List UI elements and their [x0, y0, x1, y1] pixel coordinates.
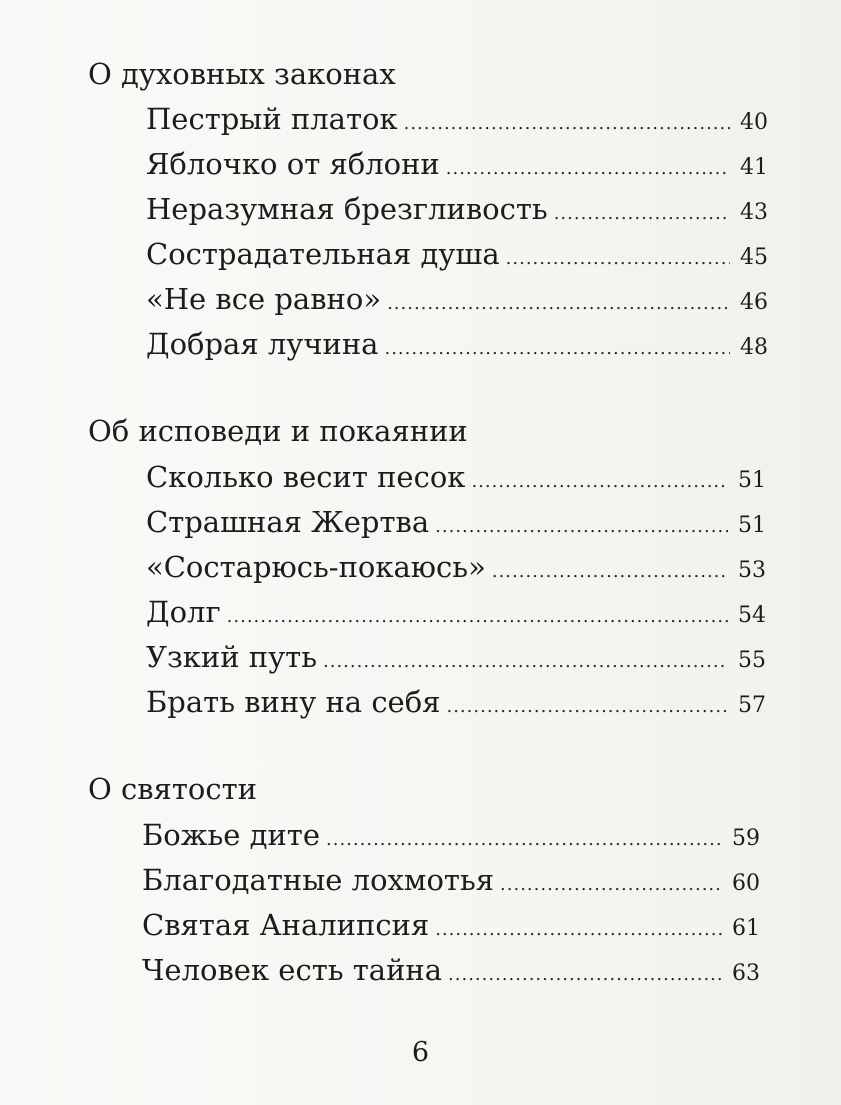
entry-page-number: 63 — [732, 961, 760, 986]
toc-entry — [146, 504, 766, 545]
dot-leader — [435, 509, 728, 545]
entry-title: «Не все равно» — [146, 282, 382, 316]
dot-leader — [387, 286, 730, 322]
entry-page-number: 48 — [740, 335, 768, 360]
entry-page-number: 55 — [738, 648, 766, 673]
entry-page-number: 57 — [738, 693, 766, 718]
entry-title: Божье дите — [142, 818, 321, 852]
entry-page-number: 54 — [738, 603, 766, 628]
entry-page-number: 51 — [738, 513, 766, 538]
entry-title: «Состарюсь-покаюсь» — [146, 550, 486, 584]
entry-page-number: 43 — [740, 200, 768, 225]
entry-title: Благодатные лохмотья — [142, 863, 495, 897]
toc-entry — [146, 281, 768, 322]
toc-entry — [146, 549, 766, 590]
toc-entry — [146, 191, 768, 232]
entry-title: Страшная Жертва — [146, 505, 430, 539]
dot-leader — [404, 106, 730, 142]
entry-page-number: 41 — [740, 155, 768, 180]
dot-leader — [448, 957, 722, 993]
section-title-confession: Об исповеди и покаянии — [88, 414, 468, 448]
toc-entry — [142, 907, 760, 948]
toc-entry — [142, 862, 760, 903]
entry-page-number: 53 — [738, 558, 766, 583]
section-title-spiritual-laws: О духовных законах — [88, 57, 396, 91]
entry-page-number: 61 — [732, 916, 760, 941]
dot-leader — [435, 912, 722, 948]
entry-title: Яблочко от яблони — [146, 147, 440, 181]
dot-leader — [323, 644, 728, 680]
entry-title: Сострадательная душа — [146, 237, 500, 271]
entry-page-number: 46 — [740, 290, 768, 315]
toc-entry — [146, 101, 768, 142]
dot-leader — [500, 867, 722, 903]
toc-entry — [142, 817, 760, 858]
toc-entry — [146, 639, 766, 680]
dot-leader — [326, 822, 722, 858]
entry-title: Долг — [146, 595, 221, 629]
entry-page-number: 45 — [740, 245, 768, 270]
section-title-holiness: О святости — [88, 772, 257, 806]
toc-entry — [146, 684, 766, 725]
dot-leader — [446, 689, 728, 725]
dot-leader — [446, 151, 730, 187]
page-number: 6 — [411, 1037, 430, 1068]
entry-page-number: 60 — [732, 871, 760, 896]
entry-page-number: 40 — [740, 110, 768, 135]
entry-title: Узкий путь — [146, 640, 317, 674]
toc-entry — [146, 459, 766, 500]
entry-title: Пестрый платок — [146, 102, 398, 136]
toc-entry — [146, 236, 768, 277]
dot-leader — [384, 331, 730, 367]
dot-leader — [471, 464, 728, 500]
entry-page-number: 59 — [732, 826, 760, 851]
dot-leader — [492, 554, 728, 590]
entry-title: Сколько весит песок — [146, 460, 466, 494]
toc-entry — [146, 326, 768, 367]
entry-title: Брать вину на себя — [146, 685, 441, 719]
toc-entry — [142, 952, 760, 993]
entry-page-number: 51 — [738, 468, 766, 493]
entry-title: Святая Аналипсия — [142, 908, 430, 942]
entry-title: Добрая лучина — [146, 327, 379, 361]
toc-entry — [146, 594, 766, 635]
dot-leader — [554, 196, 730, 232]
dot-leader — [227, 599, 728, 635]
toc-entry — [146, 146, 768, 187]
entry-title: Неразумная брезгливость — [146, 192, 548, 226]
entry-title: Человек есть тайна — [142, 953, 443, 987]
dot-leader — [506, 241, 730, 277]
